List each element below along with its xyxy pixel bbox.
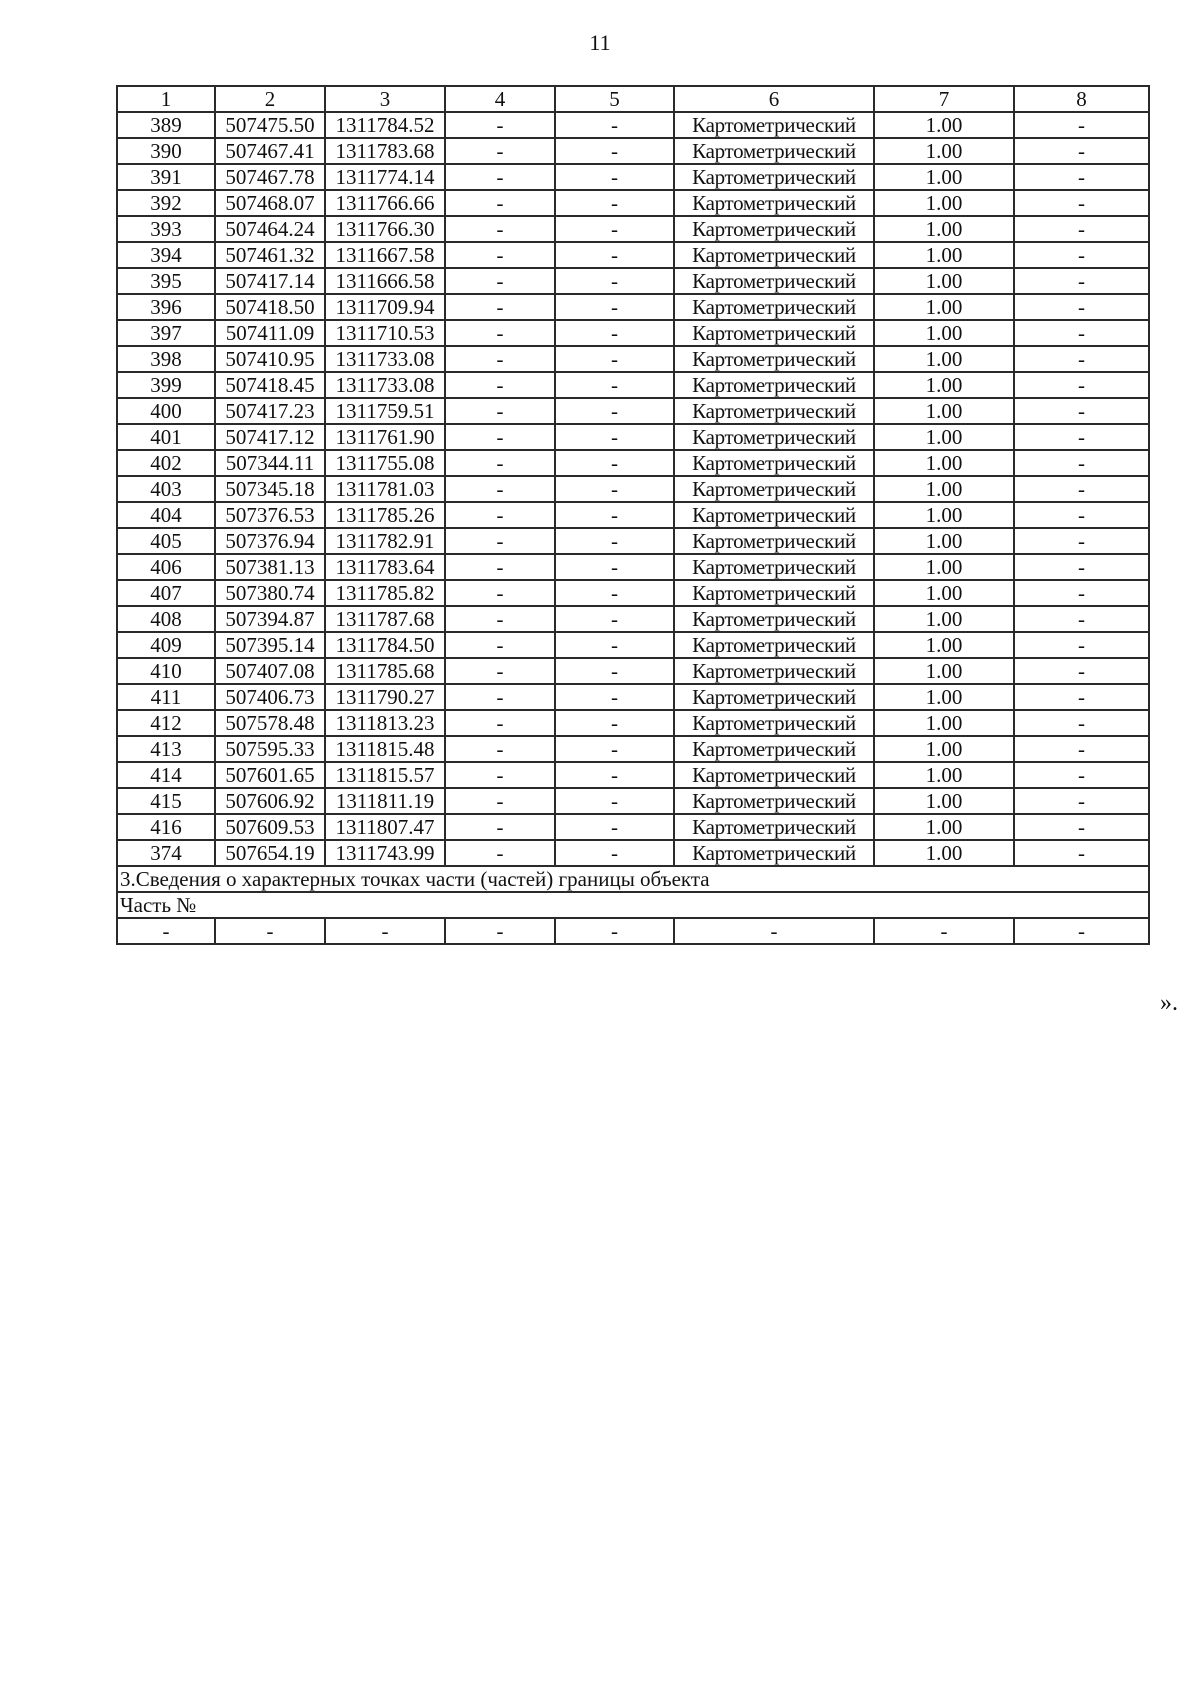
table-cell: - [555,476,674,502]
table-cell: 507376.53 [215,502,325,528]
table-cell: - [445,814,555,840]
table-cell: 1311813.23 [325,710,445,736]
table-cell: - [445,216,555,242]
table-cell: - [555,424,674,450]
table-cell: Картометрический [674,372,874,398]
table-cell: - [445,528,555,554]
table-cell: - [555,658,674,684]
table-cell: 1.00 [874,658,1014,684]
table-cell: 1.00 [874,814,1014,840]
table-cell: - [1014,840,1149,866]
table-cell: Картометрический [674,346,874,372]
table-cell: 1.00 [874,164,1014,190]
table-cell: 1311807.47 [325,814,445,840]
table-cell: 507418.50 [215,294,325,320]
table-cell: 409 [117,632,215,658]
table-cell: 1.00 [874,502,1014,528]
table-row [117,788,1149,814]
table-cell: Картометрический [674,528,874,554]
table-cell: 1311733.08 [325,346,445,372]
table-cell: - [445,320,555,346]
table-row [117,632,1149,658]
table-cell: 1311759.51 [325,398,445,424]
table-cell: - [117,918,215,944]
table-cell: 405 [117,528,215,554]
table-cell: 398 [117,346,215,372]
table-cell: Картометрический [674,762,874,788]
table-cell: Картометрический [674,398,874,424]
table-cell: - [1014,190,1149,216]
table-cell: - [445,788,555,814]
table-cell: - [445,294,555,320]
table-row [117,710,1149,736]
table-cell: 391 [117,164,215,190]
table-cell: 1311784.52 [325,112,445,138]
table-cell: 1.00 [874,138,1014,164]
table-cell: Картометрический [674,710,874,736]
table-row [117,736,1149,762]
table-cell: 412 [117,710,215,736]
table-cell: - [1014,164,1149,190]
table-row [117,684,1149,710]
table-cell: 1311782.91 [325,528,445,554]
table-cell: 1.00 [874,762,1014,788]
table-cell: - [445,346,555,372]
table-cell: 406 [117,554,215,580]
table-cell: 400 [117,398,215,424]
table-cell: 1.00 [874,476,1014,502]
table-cell: 1311815.57 [325,762,445,788]
table-cell: - [555,528,674,554]
table-row [117,450,1149,476]
table-cell: 396 [117,294,215,320]
table-cell: 1311733.08 [325,372,445,398]
table-cell: 1.00 [874,606,1014,632]
table-cell: 1.00 [874,580,1014,606]
table-cell: Картометрический [674,164,874,190]
table-cell: Картометрический [674,450,874,476]
table-cell: - [555,450,674,476]
table-cell: Картометрический [674,580,874,606]
table-cell: 389 [117,112,215,138]
table-cell: 407 [117,580,215,606]
table-cell: - [555,398,674,424]
table-cell: 507417.14 [215,268,325,294]
table-cell: 507467.41 [215,138,325,164]
table-cell: 1.00 [874,424,1014,450]
table-cell: 1311781.03 [325,476,445,502]
table-cell: 1311783.64 [325,554,445,580]
table-cell: 1.00 [874,112,1014,138]
table-cell: 507418.45 [215,372,325,398]
table-cell: 1.00 [874,554,1014,580]
table-row [117,762,1149,788]
table-cell: 414 [117,762,215,788]
table-row [117,346,1149,372]
table-cell: 507654.19 [215,840,325,866]
table-cell: - [1014,736,1149,762]
table-row [117,554,1149,580]
table-cell: 413 [117,736,215,762]
table-cell: - [445,242,555,268]
table-cell: - [555,736,674,762]
table-cell: 1.00 [874,268,1014,294]
table-cell: 1311766.66 [325,190,445,216]
table-cell: - [445,502,555,528]
table-cell: 507410.95 [215,346,325,372]
table-cell: 394 [117,242,215,268]
table-cell: 507395.14 [215,632,325,658]
table-cell: 1311709.94 [325,294,445,320]
table-cell: 1311784.50 [325,632,445,658]
table-cell: 507601.65 [215,762,325,788]
table-cell: - [445,710,555,736]
table-cell: 415 [117,788,215,814]
table-cell: - [1014,658,1149,684]
table-cell: Картометрический [674,736,874,762]
table-cell: Картометрический [674,138,874,164]
table-row [117,268,1149,294]
table-row [117,372,1149,398]
table-cell: 1311787.68 [325,606,445,632]
table-cell: 1311774.14 [325,164,445,190]
table-row [117,658,1149,684]
table-cell: - [445,658,555,684]
table-cell: - [445,736,555,762]
table-cell: 1311811.19 [325,788,445,814]
table-row [117,606,1149,632]
table-cell: - [445,554,555,580]
table-cell: 4 [445,86,555,112]
table-row [117,138,1149,164]
table-cell: - [555,814,674,840]
table-cell: 416 [117,814,215,840]
table-cell: 507417.23 [215,398,325,424]
table-row [117,320,1149,346]
table-cell: - [874,918,1014,944]
table-cell: Картометрический [674,840,874,866]
table-header-row [117,86,1149,112]
table-cell: 507461.32 [215,242,325,268]
table-cell: 507595.33 [215,736,325,762]
table-cell: - [445,580,555,606]
table-cell: 1.00 [874,216,1014,242]
table-cell: - [1014,554,1149,580]
table-cell: - [555,918,674,944]
table-cell: 411 [117,684,215,710]
table-cell: - [1014,424,1149,450]
table-cell: 390 [117,138,215,164]
table-row [117,164,1149,190]
table-cell: - [445,190,555,216]
table-cell: - [555,684,674,710]
table-cell: - [1014,216,1149,242]
table-cell: - [1014,372,1149,398]
table-row [117,216,1149,242]
table-cell: 1.00 [874,294,1014,320]
table-cell: - [445,918,555,944]
table-cell: - [1014,346,1149,372]
table-cell: - [1014,710,1149,736]
table-cell: - [555,632,674,658]
table-cell: Картометрический [674,242,874,268]
table-cell: 1311785.26 [325,502,445,528]
table-cell: Картометрический [674,606,874,632]
table-cell: 507578.48 [215,710,325,736]
table-cell: Картометрический [674,216,874,242]
table-cell: 1.00 [874,190,1014,216]
table-cell: - [215,918,325,944]
table-cell: 507406.73 [215,684,325,710]
table-cell: 1311710.53 [325,320,445,346]
table-cell: 1311790.27 [325,684,445,710]
table-cell: - [555,268,674,294]
table-row [117,424,1149,450]
table-cell: - [555,138,674,164]
table-cell: 507468.07 [215,190,325,216]
table-row [117,242,1149,268]
table-cell: 1.00 [874,632,1014,658]
table-cell: 507475.50 [215,112,325,138]
table-cell: 507464.24 [215,216,325,242]
table-cell: 402 [117,450,215,476]
table-cell: 3 [325,86,445,112]
table-cell: - [1014,450,1149,476]
table-cell: - [555,164,674,190]
table-cell: 1311667.58 [325,242,445,268]
table-cell: 404 [117,502,215,528]
table-cell: Картометрический [674,554,874,580]
table-cell: - [445,762,555,788]
table-cell: 397 [117,320,215,346]
table-cell: - [555,840,674,866]
table-cell: Картометрический [674,658,874,684]
table-cell: - [445,424,555,450]
table-cell: - [1014,684,1149,710]
table-cell: Картометрический [674,320,874,346]
table-cell: 399 [117,372,215,398]
table-cell: - [445,112,555,138]
table-cell: 1.00 [874,840,1014,866]
table-cell: 1.00 [874,320,1014,346]
table-cell: 1311815.48 [325,736,445,762]
table-cell: Картометрический [674,112,874,138]
table-row [117,476,1149,502]
table-row [117,112,1149,138]
closing-quote: ». [1160,990,1178,1016]
table-cell: 403 [117,476,215,502]
table-cell: 1311766.30 [325,216,445,242]
table-cell: - [1014,814,1149,840]
table-cell: 1.00 [874,684,1014,710]
table-cell: - [555,502,674,528]
table-row [117,190,1149,216]
table-cell: - [555,580,674,606]
table-cell: Картометрический [674,632,874,658]
table-cell: - [1014,502,1149,528]
table-cell: 1311743.99 [325,840,445,866]
table-cell: Картометрический [674,684,874,710]
part-label: Часть № [117,892,1149,918]
table-cell: 401 [117,424,215,450]
table-cell: 395 [117,268,215,294]
table-cell: - [1014,242,1149,268]
table-cell: - [555,606,674,632]
table-cell: - [1014,112,1149,138]
table-cell: 507609.53 [215,814,325,840]
table-cell: Картометрический [674,814,874,840]
table-cell: - [1014,762,1149,788]
table-cell: 1311666.58 [325,268,445,294]
table-cell: - [674,918,874,944]
table-cell: 5 [555,86,674,112]
table-cell: Картометрический [674,190,874,216]
table-cell: 1311755.08 [325,450,445,476]
table-cell: 1311785.68 [325,658,445,684]
table-cell: - [445,138,555,164]
table-cell: - [1014,476,1149,502]
table-cell: - [1014,320,1149,346]
page-number: 11 [589,30,611,55]
table-cell: Картометрический [674,294,874,320]
section-title: 3.Сведения о характерных точках части (частей) границы объекта [117,866,1149,892]
table-cell: Картометрический [674,476,874,502]
table-cell: 507345.18 [215,476,325,502]
table-cell: - [1014,788,1149,814]
table-cell: - [445,476,555,502]
boundary-points-table [116,85,1150,945]
table-cell: - [555,190,674,216]
table-cell: 507411.09 [215,320,325,346]
table-cell: 1.00 [874,528,1014,554]
table-cell: 1.00 [874,398,1014,424]
table-cell: 1.00 [874,346,1014,372]
table-cell: 1311761.90 [325,424,445,450]
table-cell: 507380.74 [215,580,325,606]
table-cell: - [555,294,674,320]
table-cell: Картометрический [674,268,874,294]
table-cell: - [555,320,674,346]
table-cell: - [555,112,674,138]
table-cell: 507467.78 [215,164,325,190]
table-cell: 507344.11 [215,450,325,476]
table-cell: Картометрический [674,788,874,814]
table-cell: 1.00 [874,450,1014,476]
table-cell: - [1014,580,1149,606]
table-cell: - [1014,294,1149,320]
table-cell: 1.00 [874,710,1014,736]
table-cell: 1.00 [874,242,1014,268]
table-cell: 507381.13 [215,554,325,580]
table-cell: - [555,346,674,372]
table-cell: - [555,762,674,788]
table-cell: - [555,216,674,242]
table-cell: - [325,918,445,944]
table-row [117,294,1149,320]
table-cell: 507417.12 [215,424,325,450]
table-row-empty [117,918,1149,944]
table-cell: - [555,554,674,580]
table-cell: - [445,840,555,866]
table-cell: - [1014,398,1149,424]
part-label-row [117,892,1149,918]
table-cell: - [1014,918,1149,944]
table-cell: - [445,606,555,632]
table-cell: 7 [874,86,1014,112]
table-cell: - [1014,632,1149,658]
table-row [117,580,1149,606]
table-cell: - [555,242,674,268]
table-cell: 2 [215,86,325,112]
table-cell: 408 [117,606,215,632]
table-cell: - [555,710,674,736]
table-cell: 507394.87 [215,606,325,632]
table-row [117,398,1149,424]
table-cell: 1311785.82 [325,580,445,606]
table-cell: 1.00 [874,788,1014,814]
table-cell: 8 [1014,86,1149,112]
table-cell: 374 [117,840,215,866]
table-cell: 1311783.68 [325,138,445,164]
table-cell: 507376.94 [215,528,325,554]
table-cell: Картометрический [674,424,874,450]
table-cell: - [445,450,555,476]
table-cell: - [445,268,555,294]
table-cell: - [1014,268,1149,294]
table-cell: 6 [674,86,874,112]
table-cell: - [445,684,555,710]
table-cell: Картометрический [674,502,874,528]
table-row [117,502,1149,528]
table-cell: 392 [117,190,215,216]
table-cell: 393 [117,216,215,242]
table-cell: 410 [117,658,215,684]
table-cell: 507606.92 [215,788,325,814]
table-cell: 1.00 [874,372,1014,398]
table-cell: - [1014,606,1149,632]
table-cell: - [445,398,555,424]
table-row [117,814,1149,840]
table-cell: - [445,164,555,190]
table-cell: - [1014,138,1149,164]
table-row [117,528,1149,554]
table-cell: 1.00 [874,736,1014,762]
table-cell: 1 [117,86,215,112]
table-cell: - [555,372,674,398]
table-cell: - [445,632,555,658]
section-title-row [117,866,1149,892]
table-cell: - [555,788,674,814]
table-cell: 507407.08 [215,658,325,684]
table-cell: - [1014,528,1149,554]
table-row [117,840,1149,866]
table-cell: - [445,372,555,398]
